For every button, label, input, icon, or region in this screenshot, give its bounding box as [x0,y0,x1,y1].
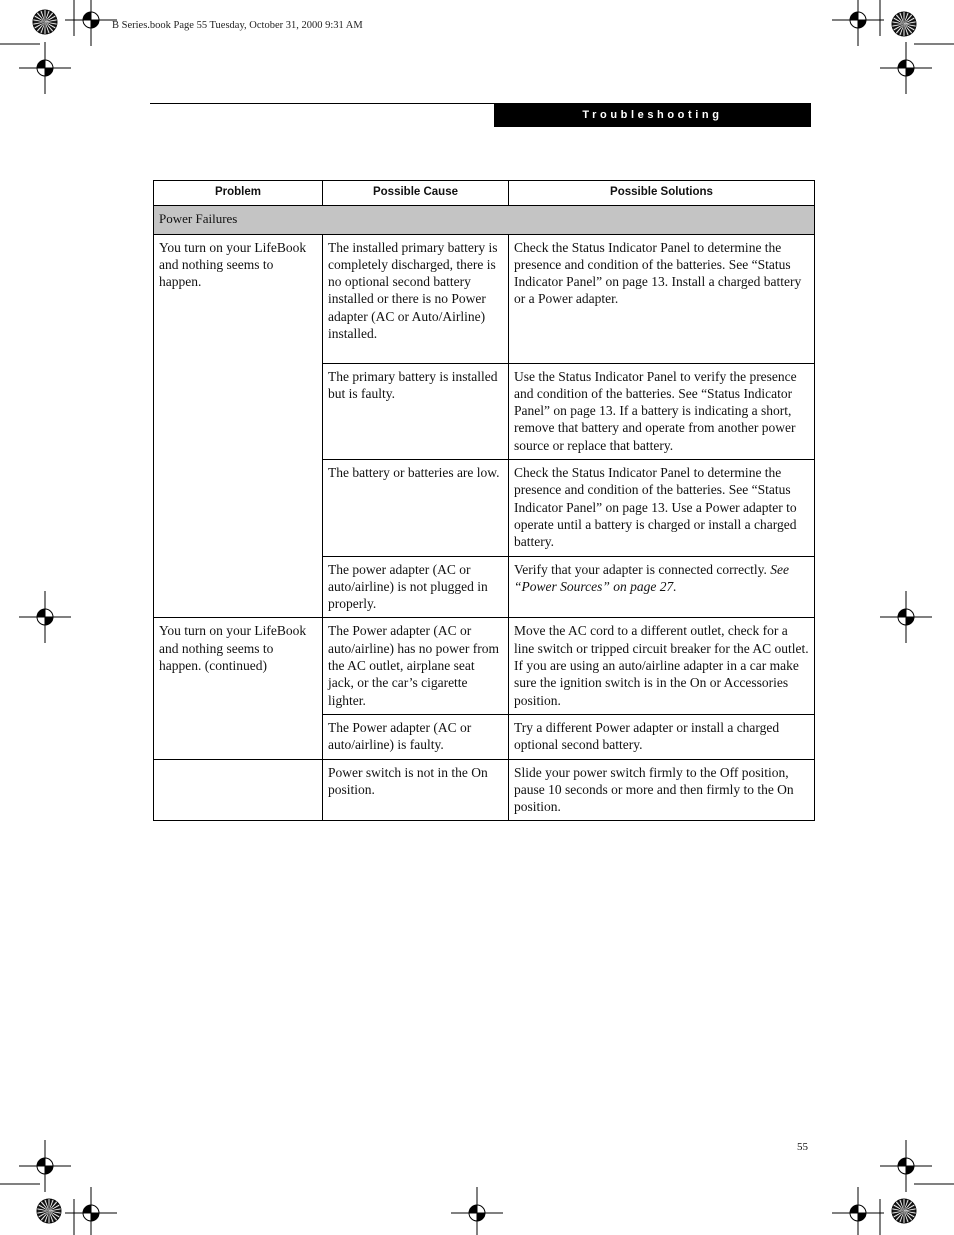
starburst-target-icon [37,1199,61,1223]
registration-target-icon [451,1187,503,1235]
table-header-row [154,181,815,206]
registration-target-icon [19,42,71,94]
cause-cell: The battery or batteries are low. [323,460,509,556]
solution-cell: Move the AC cord to a different outlet, check for a line switch or tripped circuit breaker for the AC outlet. If you are using an auto/airline adapter in a car make sure the ignition switch is in the On or Accessories position. [509,618,815,714]
problem-cell: You turn on your LifeBook and nothing seems to happen. (continued) [154,618,323,759]
page-number: 55 [797,1141,808,1153]
registration-target-icon [832,0,884,46]
section-title: Troubleshooting [582,109,723,121]
registration-target-icon [880,591,932,643]
solution-cell: Check the Status Indicator Panel to determine the presence and condition of the batteries. See “Status Indicator Panel” on page 13. Use a Power adapter to operate until a battery is charged or install a charged battery. [509,460,815,556]
registration-target-icon [832,1187,884,1235]
cause-cell: The primary battery is installed but is faulty. [323,363,509,459]
registration-target-icon [19,591,71,643]
starburst-target-icon [892,12,916,36]
registration-target-icon [65,0,117,46]
solution-cell: Check the Status Indicator Panel to determine the presence and condition of the batteries. See “Status Indicator Panel” on page 13. Install a charged battery or a Power adapter. [509,234,815,363]
cause-cell: Power switch is not in the On position. [323,759,509,821]
solution-cross-reference: See “Power Sources” on page 27. [514,561,789,594]
solution-cell: Try a different Power adapter or install a charged optional second battery. [509,714,815,759]
cause-cell: The Power adapter (AC or auto/airline) is faulty. [323,714,509,759]
column-header-solutions: Possible Solutions [509,181,815,206]
solution-cell [509,556,815,618]
solution-cell: Use the Status Indicator Panel to verify the presence and condition of the batteries. See “Status Indicator Panel” on page 13. If a battery is indicating a short, remove that battery and operate from another power source or replace that battery. [509,363,815,459]
cause-cell: The Power adapter (AC or auto/airline) has no power from the AC outlet, airplane seat jack, or the car’s cigarette lighter. [323,618,509,714]
problem-cell [154,759,323,821]
solution-text: Verify that your adapter is connected correctly. [514,561,767,577]
cause-cell: The power adapter (AC or auto/airline) is not plugged in properly. [323,556,509,618]
print-slug-line: B Series.book Page 55 Tuesday, October 31, 2000 9:31 AM [112,20,363,31]
starburst-target-icon [33,10,57,34]
table-row [154,234,815,363]
column-header-problem: Problem [154,181,323,206]
table-row [154,618,815,714]
table-row [154,759,815,821]
registration-target-icon [65,1187,117,1235]
section-header-bar [494,103,811,127]
starburst-target-icon [892,1199,916,1223]
problem-cell: You turn on your LifeBook and nothing seems to happen. [154,234,323,618]
section-label: Power Failures [154,206,815,234]
registration-target-icon [880,42,932,94]
cause-cell: The installed primary battery is completely discharged, there is no optional second battery installed or there is no Power adapter (AC or Auto/Airline) installed. [323,234,509,363]
section-row [154,206,815,234]
solution-cell: Slide your power switch firmly to the Off position, pause 10 seconds or more and then firmly to the On position. [509,759,815,821]
column-header-cause: Possible Cause [323,181,509,206]
troubleshooting-table [153,180,815,821]
header-rule [150,103,494,104]
